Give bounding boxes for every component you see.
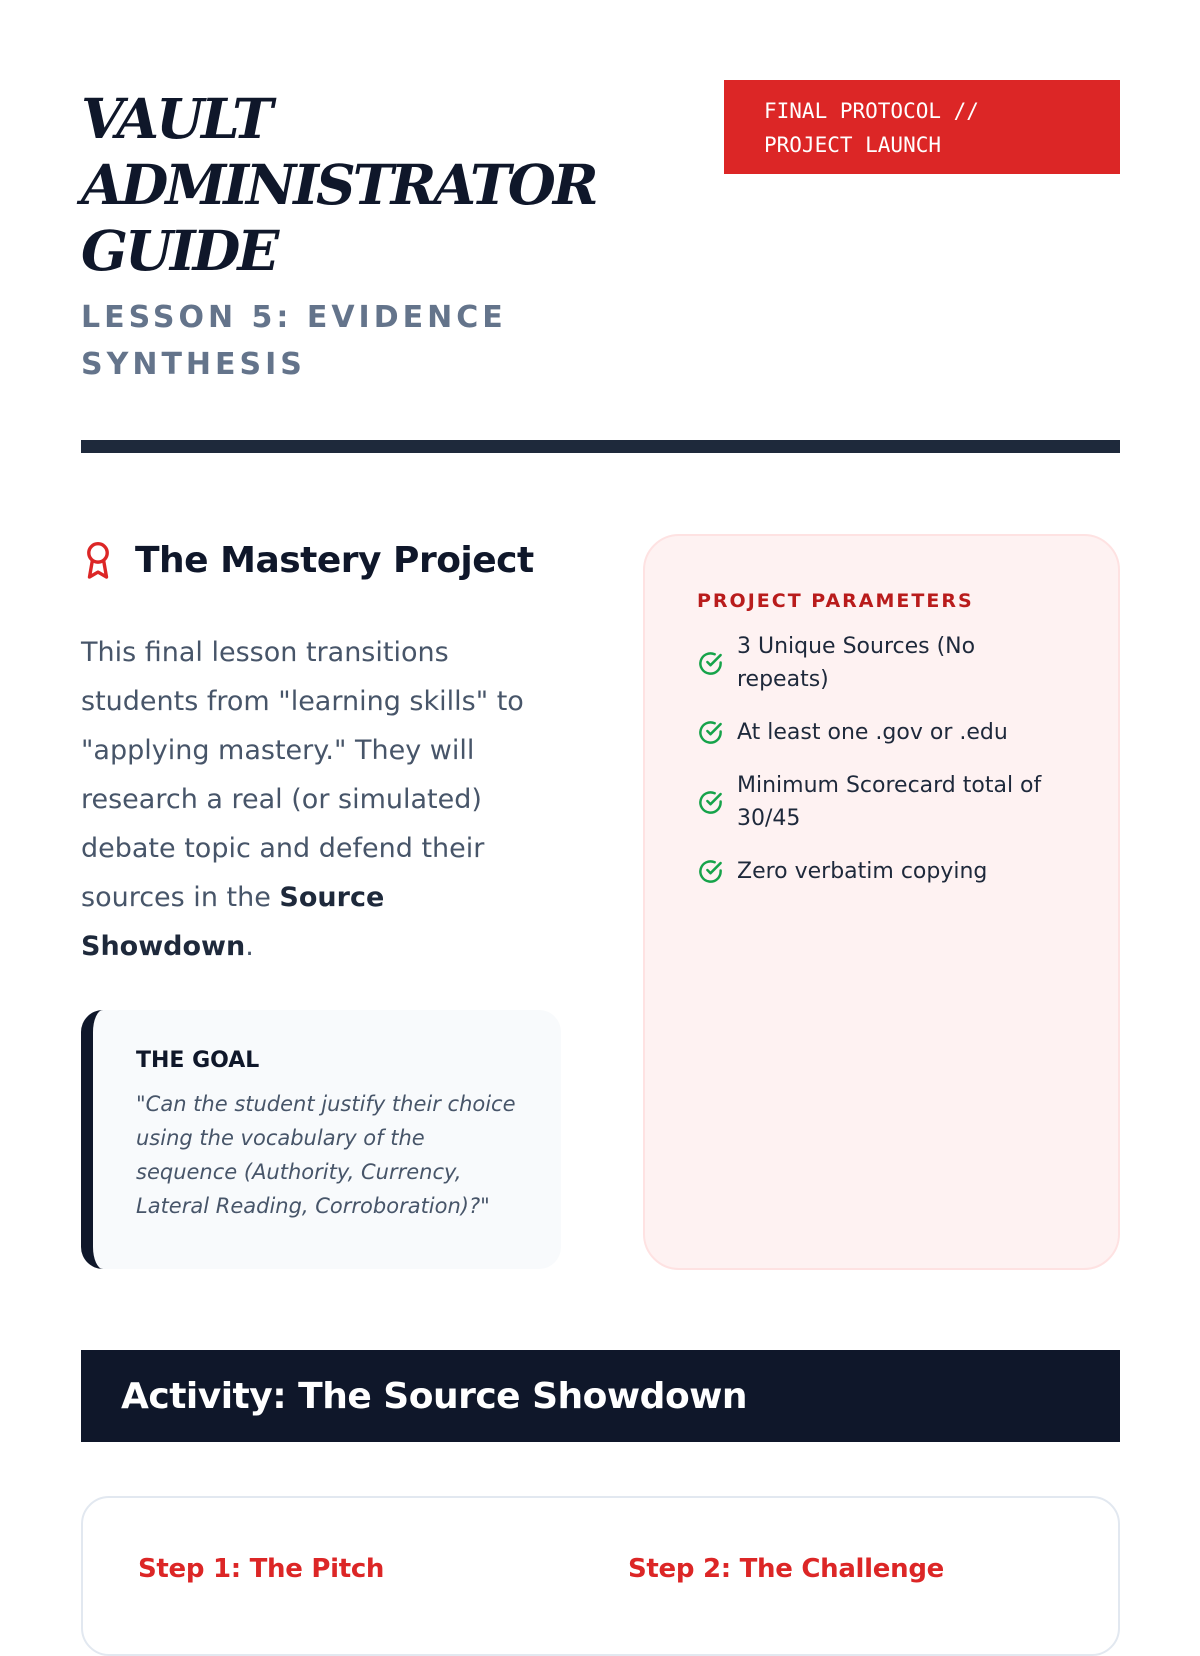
parameters-label: PROJECT PARAMETERS bbox=[697, 590, 974, 612]
parameters-list bbox=[697, 630, 1088, 888]
mastery-intro-bold: Source Showdown bbox=[81, 882, 385, 962]
ribbon-award-icon bbox=[81, 540, 115, 580]
mastery-title: The Mastery Project bbox=[135, 539, 534, 581]
lesson-subtitle: LESSON 5: EVIDENCE SYNTHESIS bbox=[81, 300, 507, 382]
goal-callout bbox=[81, 1010, 561, 1269]
check-circle-icon bbox=[697, 789, 724, 816]
check-circle-icon bbox=[697, 858, 724, 885]
parameter-item bbox=[697, 630, 1088, 696]
protocol-badge-line-2: PROJECT LAUNCH bbox=[764, 133, 942, 157]
mastery-intro-text: This final lesson transitions students from "learning skills" to "applying mastery." They will research a real (or simulated) debate topic and defend their sources in the bbox=[81, 637, 524, 913]
step-1-title: Step 1: The Pitch bbox=[138, 1554, 385, 1584]
steps-card bbox=[81, 1496, 1120, 1656]
goal-label: THE GOAL bbox=[136, 1048, 260, 1073]
parameter-text: Minimum Scorecard total of 30/45 bbox=[737, 773, 1042, 831]
activity-title: Activity: The Source Showdown bbox=[121, 1375, 748, 1417]
protocol-badge bbox=[724, 80, 1120, 174]
parameter-text: At least one .gov or .edu bbox=[737, 720, 1008, 745]
mastery-heading bbox=[81, 534, 534, 586]
title-line-3: GUIDE bbox=[81, 218, 277, 283]
title-line-1: VAULT bbox=[81, 86, 271, 151]
goal-quote: "Can the student justify their choice using the vocabulary of the sequence (Authority, Currency, Lateral Reading, Corroboration)?" bbox=[136, 1092, 516, 1218]
title-line-2: ADMINISTRATOR bbox=[81, 152, 596, 217]
header-divider bbox=[81, 440, 1120, 453]
parameter-item bbox=[697, 716, 1088, 749]
page-title bbox=[81, 86, 641, 284]
guide-page bbox=[81, 0, 1120, 1600]
activity-banner bbox=[81, 1350, 1120, 1442]
check-circle-icon bbox=[697, 719, 724, 746]
mastery-intro bbox=[81, 628, 561, 971]
parameter-text: 3 Unique Sources (No repeats) bbox=[737, 634, 976, 692]
check-circle-icon bbox=[697, 650, 724, 677]
mastery-intro-end: . bbox=[245, 931, 254, 962]
parameter-item bbox=[697, 855, 1088, 888]
project-parameters-panel bbox=[643, 534, 1120, 1270]
step-2-title: Step 2: The Challenge bbox=[628, 1554, 944, 1584]
parameter-item bbox=[697, 769, 1088, 835]
parameter-text: Zero verbatim copying bbox=[737, 859, 988, 884]
protocol-badge-line-1: FINAL PROTOCOL // bbox=[764, 99, 979, 123]
